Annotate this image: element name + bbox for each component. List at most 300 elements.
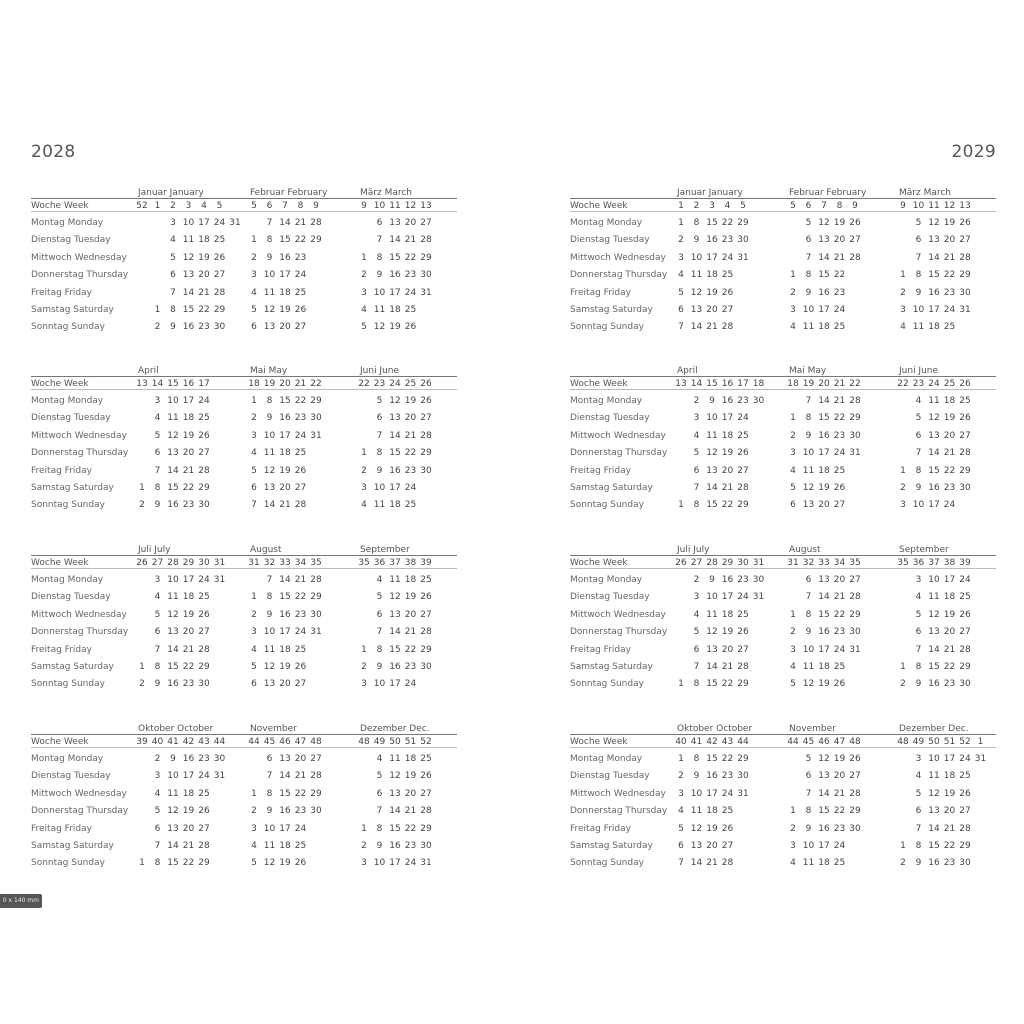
day-number: 28 bbox=[959, 252, 971, 263]
day-number: 15 bbox=[818, 609, 830, 620]
day-number: 12 bbox=[928, 218, 940, 228]
month-name: Oktober October bbox=[677, 724, 753, 734]
day-label: Sonntag Sunday bbox=[570, 500, 644, 511]
day-number: 5 bbox=[678, 287, 684, 298]
day-number: 22 bbox=[943, 465, 956, 476]
day-number: 20 bbox=[818, 500, 830, 511]
day-number: 3 bbox=[154, 396, 161, 406]
day-number: 8 bbox=[266, 788, 273, 799]
day-number: 26 bbox=[849, 754, 861, 764]
day-number: 26 bbox=[213, 252, 226, 263]
quarter-block bbox=[570, 724, 998, 874]
day-number: 22 bbox=[943, 662, 956, 672]
week-number: 44 bbox=[737, 737, 749, 747]
day-label: Dienstag Tuesday bbox=[570, 235, 650, 246]
day-number: 6 bbox=[915, 235, 922, 246]
day-number: 16 bbox=[721, 396, 734, 406]
day-number: 15 bbox=[167, 662, 179, 672]
day-number: 8 bbox=[266, 396, 273, 406]
week-number: 20 bbox=[279, 379, 291, 389]
day-number: 20 bbox=[198, 270, 210, 281]
day-number: 29 bbox=[737, 679, 749, 690]
day-number: 9 bbox=[266, 252, 273, 263]
week-number: 9 bbox=[361, 201, 367, 211]
day-number: 13 bbox=[818, 235, 830, 246]
day-number: 13 bbox=[167, 448, 179, 459]
day-number: 12 bbox=[167, 430, 179, 441]
day-number: 2 bbox=[139, 500, 145, 511]
day-number: 27 bbox=[420, 609, 432, 620]
week-number: 31 bbox=[787, 558, 799, 568]
week-number: 52 bbox=[420, 737, 432, 747]
day-number: 12 bbox=[928, 788, 940, 799]
day-number: 1 bbox=[900, 841, 906, 851]
day-number: 23 bbox=[833, 823, 846, 834]
day-number: 25 bbox=[833, 858, 846, 869]
day-number: 30 bbox=[737, 771, 749, 782]
day-number: 4 bbox=[154, 592, 161, 603]
day-number: 13 bbox=[928, 627, 940, 638]
month-name: September bbox=[360, 545, 410, 555]
day-number: 28 bbox=[420, 806, 432, 817]
day-number: 26 bbox=[959, 609, 971, 620]
week-number: 14 bbox=[151, 379, 164, 389]
day-number: 7 bbox=[170, 287, 176, 298]
day-number: 28 bbox=[849, 252, 861, 263]
day-number: 30 bbox=[752, 396, 765, 406]
day-number: 26 bbox=[737, 627, 749, 638]
day-number: 17 bbox=[279, 270, 291, 281]
day-number: 12 bbox=[263, 662, 276, 672]
week-number: 16 bbox=[721, 379, 734, 389]
day-number: 16 bbox=[928, 483, 940, 493]
day-number: 1 bbox=[900, 270, 906, 281]
day-number: 19 bbox=[279, 858, 291, 869]
day-number: 9 bbox=[805, 823, 812, 834]
week-number: 35 bbox=[358, 558, 370, 568]
day-number: 17 bbox=[389, 483, 401, 493]
day-number: 30 bbox=[849, 430, 861, 441]
day-number: 16 bbox=[279, 806, 291, 817]
day-number: 10 bbox=[912, 305, 925, 315]
day-number: 11 bbox=[167, 592, 179, 603]
day-number: 20 bbox=[833, 235, 846, 246]
header-rule bbox=[31, 376, 457, 377]
week-number: 43 bbox=[198, 737, 210, 747]
day-number: 14 bbox=[167, 644, 179, 655]
week-number: 31 bbox=[248, 558, 260, 568]
day-number: 16 bbox=[167, 679, 179, 690]
day-number: 4 bbox=[678, 270, 684, 281]
day-number: 7 bbox=[154, 465, 161, 476]
week-number: 32 bbox=[263, 558, 276, 568]
day-number: 5 bbox=[915, 413, 922, 424]
week-number: 22 bbox=[897, 379, 909, 389]
day-number: 17 bbox=[928, 305, 940, 315]
day-number: 6 bbox=[678, 305, 684, 315]
day-number: 26 bbox=[294, 858, 307, 869]
week-number: 36 bbox=[373, 558, 386, 568]
day-number: 11 bbox=[690, 806, 703, 817]
day-number: 23 bbox=[943, 483, 956, 493]
week-number: 47 bbox=[294, 737, 307, 747]
week-number: 49 bbox=[912, 737, 925, 747]
day-number: 22 bbox=[294, 235, 307, 246]
day-number: 8 bbox=[376, 252, 383, 263]
day-number: 17 bbox=[182, 771, 195, 782]
day-number: 30 bbox=[310, 609, 322, 620]
day-number: 27 bbox=[420, 788, 432, 799]
day-number: 20 bbox=[721, 465, 734, 476]
day-number: 19 bbox=[833, 218, 846, 228]
day-number: 16 bbox=[389, 841, 401, 851]
day-number: 24 bbox=[737, 413, 749, 424]
day-number: 5 bbox=[251, 465, 257, 476]
day-number: 23 bbox=[943, 858, 956, 869]
month-name: Oktober October bbox=[138, 724, 214, 734]
day-number: 18 bbox=[943, 592, 956, 603]
day-number: 26 bbox=[420, 396, 432, 406]
day-label: Dienstag Tuesday bbox=[31, 235, 111, 246]
day-number: 12 bbox=[706, 448, 718, 459]
week-number: 17 bbox=[737, 379, 749, 389]
day-number: 8 bbox=[693, 218, 700, 228]
quarter-block bbox=[31, 366, 459, 516]
month-name: Januar January bbox=[677, 188, 743, 198]
day-number: 21 bbox=[279, 500, 291, 511]
day-number: 22 bbox=[182, 858, 195, 869]
day-number: 8 bbox=[693, 754, 700, 764]
week-number: 23 bbox=[373, 379, 386, 389]
day-number: 24 bbox=[721, 788, 734, 799]
month-name: Juli July bbox=[138, 545, 171, 555]
day-number: 18 bbox=[198, 235, 210, 246]
day-number: 31 bbox=[849, 644, 861, 655]
day-number: 17 bbox=[279, 430, 291, 441]
day-label: Samstag Saturday bbox=[570, 305, 653, 315]
day-number: 14 bbox=[818, 788, 830, 799]
day-number: 6 bbox=[266, 754, 273, 764]
day-number: 10 bbox=[706, 413, 718, 424]
day-number: 25 bbox=[294, 841, 307, 851]
day-number: 12 bbox=[263, 465, 276, 476]
day-number: 7 bbox=[805, 252, 812, 263]
day-number: 30 bbox=[959, 679, 971, 690]
day-number: 11 bbox=[373, 500, 386, 511]
day-number: 27 bbox=[420, 413, 432, 424]
day-number: 21 bbox=[943, 252, 956, 263]
day-number: 8 bbox=[693, 500, 700, 511]
day-number: 9 bbox=[266, 806, 273, 817]
week-number: 11 bbox=[928, 201, 940, 211]
day-label: Dienstag Tuesday bbox=[570, 592, 650, 603]
day-number: 24 bbox=[294, 823, 307, 834]
day-number: 30 bbox=[959, 287, 971, 298]
day-number: 16 bbox=[721, 575, 734, 585]
day-number: 15 bbox=[182, 305, 195, 315]
day-number: 26 bbox=[721, 823, 734, 834]
day-number: 27 bbox=[198, 823, 210, 834]
day-number: 18 bbox=[818, 662, 830, 672]
day-number: 12 bbox=[167, 609, 179, 620]
year-title-right: 2029 bbox=[951, 142, 996, 162]
day-number: 7 bbox=[678, 322, 684, 333]
day-number: 30 bbox=[310, 413, 322, 424]
week-rule bbox=[570, 389, 996, 390]
day-number: 25 bbox=[833, 322, 846, 333]
day-number: 14 bbox=[928, 644, 940, 655]
day-number: 21 bbox=[833, 252, 846, 263]
day-label: Sonntag Sunday bbox=[31, 322, 105, 333]
day-number: 9 bbox=[915, 287, 922, 298]
week-number: 25 bbox=[943, 379, 956, 389]
day-number: 1 bbox=[251, 592, 257, 603]
day-number: 13 bbox=[263, 322, 276, 333]
day-number: 22 bbox=[833, 806, 846, 817]
day-number: 28 bbox=[849, 592, 861, 603]
month-name: August bbox=[250, 545, 282, 555]
day-number: 12 bbox=[928, 413, 940, 424]
day-label: Samstag Saturday bbox=[31, 483, 114, 493]
day-label: Dienstag Tuesday bbox=[31, 592, 111, 603]
day-number: 3 bbox=[361, 483, 367, 493]
day-number: 30 bbox=[420, 841, 432, 851]
day-number: 26 bbox=[721, 287, 734, 298]
day-number: 19 bbox=[706, 287, 718, 298]
day-number: 13 bbox=[928, 806, 940, 817]
day-number: 20 bbox=[404, 609, 417, 620]
day-number: 13 bbox=[263, 483, 276, 493]
month-name: August bbox=[789, 545, 821, 555]
header-rule bbox=[570, 555, 996, 556]
week-number: 12 bbox=[404, 201, 417, 211]
week-number: 15 bbox=[706, 379, 718, 389]
day-number: 17 bbox=[706, 788, 718, 799]
day-number: 19 bbox=[943, 413, 956, 424]
day-number: 20 bbox=[182, 448, 195, 459]
day-number: 10 bbox=[263, 627, 276, 638]
day-number: 5 bbox=[693, 627, 700, 638]
day-number: 28 bbox=[959, 644, 971, 655]
day-number: 26 bbox=[294, 662, 307, 672]
day-number: 23 bbox=[182, 679, 195, 690]
day-number: 12 bbox=[802, 483, 815, 493]
day-label: Freitag Friday bbox=[570, 644, 631, 655]
month-name: März March bbox=[899, 188, 952, 198]
day-number: 4 bbox=[154, 413, 161, 424]
day-number: 28 bbox=[849, 788, 861, 799]
day-number: 7 bbox=[915, 823, 922, 834]
day-number: 9 bbox=[915, 483, 922, 493]
day-number: 20 bbox=[182, 823, 195, 834]
week-number: 31 bbox=[752, 558, 765, 568]
week-number: 5 bbox=[790, 201, 796, 211]
day-number: 17 bbox=[721, 413, 734, 424]
day-number: 3 bbox=[678, 788, 684, 799]
day-number: 31 bbox=[959, 305, 971, 315]
day-number: 1 bbox=[361, 252, 367, 263]
month-name: Juni June bbox=[360, 366, 400, 376]
day-number: 7 bbox=[678, 858, 684, 869]
day-number: 10 bbox=[167, 771, 179, 782]
day-number: 28 bbox=[959, 448, 971, 459]
day-number: 9 bbox=[170, 754, 176, 764]
day-number: 22 bbox=[943, 841, 956, 851]
day-number: 4 bbox=[251, 287, 257, 298]
day-number: 15 bbox=[167, 858, 179, 869]
day-number: 14 bbox=[690, 322, 703, 333]
day-number: 28 bbox=[737, 662, 749, 672]
day-number: 18 bbox=[279, 287, 291, 298]
day-number: 25 bbox=[959, 592, 971, 603]
day-label: Sonntag Sunday bbox=[31, 679, 105, 690]
day-number: 4 bbox=[790, 858, 796, 869]
day-number: 14 bbox=[389, 806, 401, 817]
day-number: 30 bbox=[752, 575, 765, 585]
day-number: 31 bbox=[310, 430, 322, 441]
day-label: Donnerstag Thursday bbox=[570, 627, 668, 638]
day-number: 17 bbox=[818, 841, 830, 851]
day-number: 24 bbox=[959, 754, 971, 764]
day-number: 10 bbox=[263, 430, 276, 441]
week-number: 34 bbox=[294, 558, 307, 568]
day-number: 23 bbox=[833, 287, 846, 298]
week-number: 24 bbox=[928, 379, 940, 389]
day-number: 4 bbox=[361, 500, 367, 511]
day-number: 23 bbox=[198, 754, 210, 764]
day-number: 19 bbox=[818, 679, 830, 690]
day-number: 14 bbox=[818, 592, 830, 603]
day-label: Donnerstag Thursday bbox=[31, 627, 129, 638]
day-number: 21 bbox=[404, 235, 417, 246]
day-number: 1 bbox=[678, 218, 684, 228]
day-number: 9 bbox=[266, 609, 273, 620]
month-name: Februar February bbox=[789, 188, 867, 198]
day-label: Montag Monday bbox=[31, 396, 104, 406]
day-number: 12 bbox=[802, 679, 815, 690]
day-number: 12 bbox=[373, 322, 386, 333]
day-number: 9 bbox=[376, 841, 383, 851]
day-number: 25 bbox=[737, 430, 749, 441]
week-row-label: Woche Week bbox=[570, 379, 628, 389]
day-number: 11 bbox=[802, 465, 815, 476]
day-number: 28 bbox=[721, 322, 734, 333]
week-number: 51 bbox=[404, 737, 417, 747]
day-label: Samstag Saturday bbox=[31, 305, 114, 315]
day-number: 26 bbox=[833, 679, 846, 690]
week-number: 52 bbox=[136, 201, 148, 211]
day-number: 24 bbox=[833, 644, 846, 655]
day-number: 8 bbox=[805, 806, 812, 817]
day-number: 23 bbox=[404, 662, 417, 672]
day-number: 6 bbox=[154, 627, 161, 638]
day-number: 17 bbox=[818, 644, 830, 655]
day-number: 11 bbox=[263, 644, 276, 655]
day-number: 25 bbox=[420, 575, 432, 585]
day-number: 7 bbox=[376, 627, 383, 638]
day-number: 28 bbox=[849, 396, 861, 406]
day-number: 15 bbox=[389, 823, 401, 834]
week-number: 10 bbox=[373, 201, 386, 211]
month-name: Mai May bbox=[789, 366, 827, 376]
day-number: 26 bbox=[294, 305, 307, 315]
day-number: 10 bbox=[912, 500, 925, 511]
day-number: 21 bbox=[943, 823, 956, 834]
day-number: 16 bbox=[818, 823, 830, 834]
day-number: 9 bbox=[154, 679, 161, 690]
day-number: 6 bbox=[154, 823, 161, 834]
day-number: 25 bbox=[833, 662, 846, 672]
day-number: 19 bbox=[279, 662, 291, 672]
day-number: 22 bbox=[404, 448, 417, 459]
day-number: 23 bbox=[833, 627, 846, 638]
day-number: 22 bbox=[404, 644, 417, 655]
day-number: 6 bbox=[251, 322, 257, 333]
quarter-block bbox=[31, 188, 459, 338]
day-number: 2 bbox=[154, 754, 161, 764]
day-number: 30 bbox=[849, 627, 861, 638]
day-number: 2 bbox=[251, 806, 257, 817]
day-number: 18 bbox=[389, 305, 401, 315]
day-number: 2 bbox=[790, 430, 796, 441]
week-number: 50 bbox=[389, 737, 401, 747]
day-label: Mittwoch Wednesday bbox=[31, 252, 127, 263]
day-number: 16 bbox=[706, 771, 718, 782]
day-number: 8 bbox=[154, 483, 161, 493]
week-number: 27 bbox=[151, 558, 164, 568]
day-number: 3 bbox=[154, 771, 161, 782]
day-number: 21 bbox=[404, 430, 417, 441]
day-number: 3 bbox=[170, 218, 176, 228]
day-number: 10 bbox=[167, 396, 179, 406]
day-number: 11 bbox=[912, 322, 925, 333]
day-number: 28 bbox=[721, 858, 734, 869]
day-number: 25 bbox=[198, 788, 210, 799]
day-number: 8 bbox=[805, 413, 812, 424]
day-label: Sonntag Sunday bbox=[31, 858, 105, 869]
day-number: 2 bbox=[900, 287, 906, 298]
day-number: 5 bbox=[915, 218, 922, 228]
day-number: 5 bbox=[251, 858, 257, 869]
week-number: 5 bbox=[740, 201, 746, 211]
day-number: 24 bbox=[294, 627, 307, 638]
header-rule bbox=[570, 198, 996, 199]
day-number: 15 bbox=[928, 465, 940, 476]
day-number: 14 bbox=[928, 252, 940, 263]
day-number: 23 bbox=[404, 465, 417, 476]
day-number: 28 bbox=[213, 287, 226, 298]
day-number: 18 bbox=[182, 592, 195, 603]
day-number: 8 bbox=[805, 609, 812, 620]
day-number: 27 bbox=[849, 235, 861, 246]
day-number: 29 bbox=[849, 609, 861, 620]
day-number: 5 bbox=[154, 430, 161, 441]
day-number: 3 bbox=[693, 413, 700, 424]
day-number: 4 bbox=[376, 575, 383, 585]
day-number: 7 bbox=[693, 483, 700, 493]
day-label: Freitag Friday bbox=[570, 823, 631, 834]
day-number: 27 bbox=[849, 575, 861, 585]
day-number: 26 bbox=[198, 806, 210, 817]
week-number: 2 bbox=[693, 201, 700, 211]
day-number: 1 bbox=[361, 823, 367, 834]
day-number: 6 bbox=[154, 448, 161, 459]
week-number: 35 bbox=[849, 558, 861, 568]
day-number: 21 bbox=[182, 841, 195, 851]
week-number: 18 bbox=[248, 379, 260, 389]
day-number: 21 bbox=[294, 771, 307, 782]
month-name: Mai May bbox=[250, 366, 288, 376]
